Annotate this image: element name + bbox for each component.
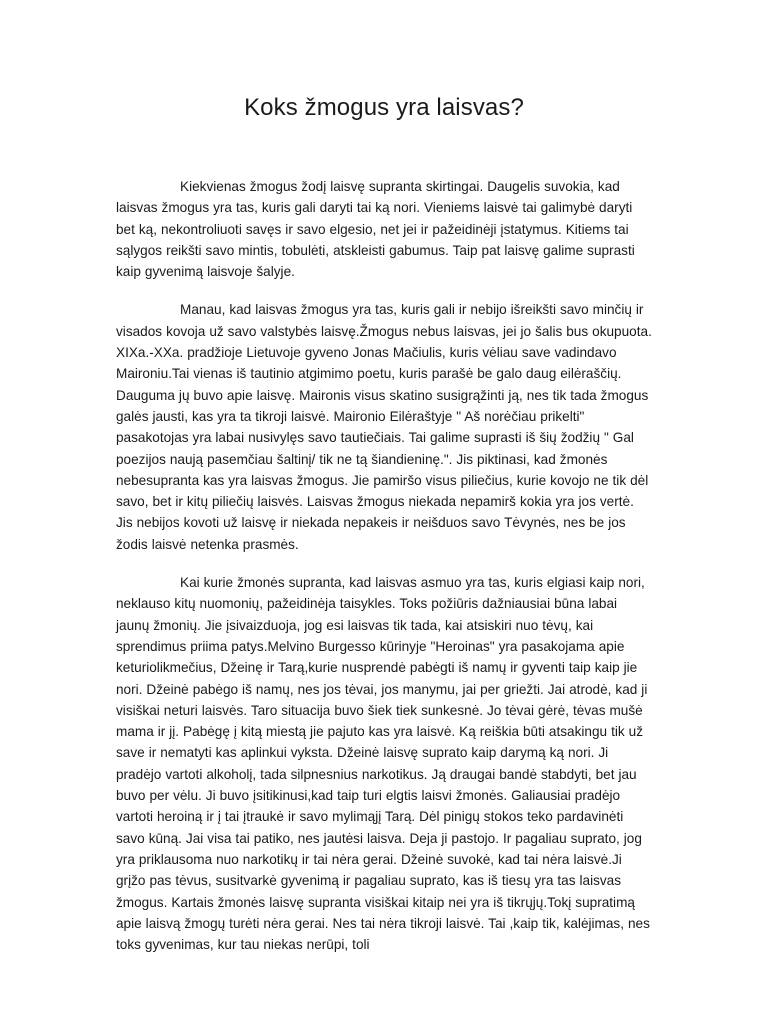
document-title: Koks žmogus yra laisvas? — [244, 94, 524, 121]
paragraph-3: Kai kurie žmonės supranta, kad laisvas asmuo yra tas, kuris elgiasi kaip nori, neklauso kitų nuomonių, pažeidinėja taisykles. Toks požiūris dažniausiai būna labai jaunų žmonių. Jie įsivaizduoja, jog esi laisvas tik tada, kai atsiskiri nuo tėvų, kai sprendimus priima patys.Melvino Burgesso kūrinyje "Heroinas" yra pasakojama apie keturiolikmečius, Džeinę ir Tarą,kurie nusprendė pabėgti iš namų ir gyventi taip kaip jie nori. Džeinė pabėgo iš namų, nes jos tėvai, jos manymu, jai per griežti. Jai atrodė, kad ji visiškai neturi laisvės. Taro situacija buvo šiek tiek sunkesnė. Jo tėvai gėrė, tėvas mušė mama ir jį. Pabėgę į kitą miestą jie pajuto kas yra laisvė. Ką reiškia būti atsakingu tik už save ir nematyti kas aplinkui vyksta. Džeinė laisvę suprato kaip darymą ką nori. Ji pradėjo vartoti alkoholį, tada silpnesnius narkotikus. Ją draugai bandė stabdyti, bet jau buvo per vėlu. Ji buvo įsitikinusi,kad taip turi elgtis laisvi žmonės. Galiausiai pradėjo vartoti heroiną ir į tai įtraukė ir savo mylimąjį Tarą. Dėl pinigų stokos teko pardavinėti savo kūną. Jai visa tai patiko, nes jautėsi laisva. Deja ji pastojo. Ir pagaliau suprato, jog yra priklausoma nuo narkotikų ir tai nėra gerai. Džeinė suvokė, kad tai nėra laisvė.Ji grįžo pas tėvus, susitvarkė gyvenimą ir pagaliau suprato, kas iš tiesų yra tas laisvas žmogus. Kartais žmonės laisvę supranta visiškai kitaip nei yra iš tikrųjų.Tokį supratimą apie laisvą žmogų turėti nėra gerai. Nes tai nėra tikroji laisvė. Tai ,kaip tik, kalėjimas, nes toks gyvenimas, kur tau niekas nerūpi, toli — [116, 575, 650, 953]
document-body — [116, 176, 652, 955]
paragraph-1: Kiekvienas žmogus žodį laisvę supranta skirtingai. Daugelis suvokia, kad laisvas žmogus yra tas, kuris gali daryti tai ką nori. Vieniems laisvė tai galimybė daryti bet ką, nekontroliuoti savęs ir savo elgesio, net jei ir pažeidinėji įstatymus. Kitiems tai sąlygos reikšti savo mintis, tobulėti, atskleisti gabumus. Taip pat laisvę galime suprasti kaip gyvenimą laisvoje šalyje. — [116, 179, 635, 280]
paragraph-2: Manau, kad laisvas žmogus yra tas, kuris gali ir nebijo išreikšti savo minčių ir visados kovoja už savo valstybės laisvę.Žmogus nebus laisvas, jei jo šalis bus okupuota. XIXa.-XXa. pradžioje Lietuvoje gyveno Jonas Mačiulis, kuris vėliau save vadindavo Maironiu.Tai vienas iš tautinio atgimimo poetu, kuris parašė be galo daug eilėraščių. Dauguma jų buvo apie laisvę. Maironis visus skatino susigrąžinti ją, nes tik tada žmogus galės jausti, kas yra ta tikroji laisvė. Maironio Eilėraštyje " Aš norėčiau prikelti" pasakotojas yra labai nusivylęs savo tautiečiais. Tai galime suprasti iš šių žodžių " Gal poezijos naują pasemčiau šaltinį/ tik ne tą šiandieninę.". Jis piktinasi, kad žmonės nebesupranta kas yra laisvas žmogus. Jie pamiršo visus piliečius, kurie kovojo ne tik dėl savo, bet ir kitų piliečių laisvės. Laisvas žmogus niekada nepamirš kokia yra jos vertė. Jis nebijos kovoti už laisvę ir niekada nepakeis ir neišduos savo Tėvynės, nes be jos žodis laisvė netenka prasmės. — [116, 302, 652, 552]
